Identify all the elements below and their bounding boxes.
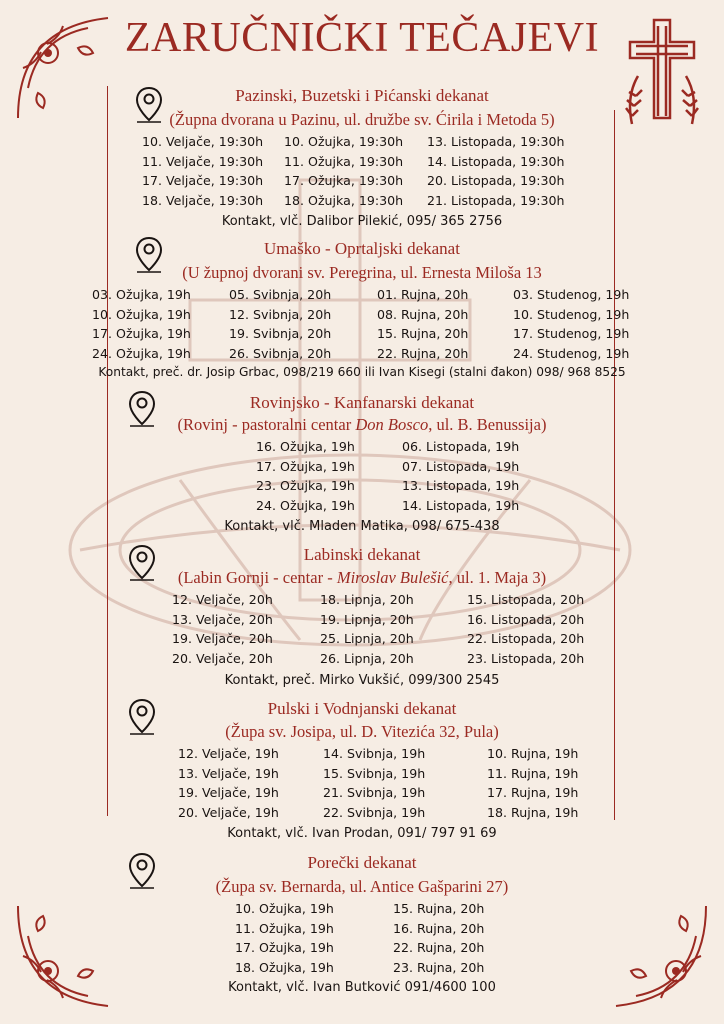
date-item: 16. Rujna, 20h xyxy=(393,920,485,936)
date-item: 24. Studenog, 19h xyxy=(513,345,630,361)
schedule-dates xyxy=(178,744,578,822)
date-item: 16. Ožujka, 19h xyxy=(256,439,355,454)
date-item: 11. Rujna, 19h xyxy=(487,765,579,781)
location-emphasis: Miroslav Bulešić xyxy=(336,568,449,587)
date-item: 21. Svibnja, 19h xyxy=(323,785,426,801)
date-item: 17. Ožujka, 19:30h xyxy=(284,173,404,189)
date-item: 21. Listopada, 19:30h xyxy=(427,192,565,208)
date-column xyxy=(487,744,578,822)
date-item: 14. Svibnja, 19h xyxy=(323,746,426,761)
date-item: 19. Veljače, 19h xyxy=(178,785,279,801)
date-item: 20. Listopada, 19:30h xyxy=(427,173,565,189)
date-item: 19. Lipnja, 20h xyxy=(320,611,414,627)
date-item: 10. Studenog, 19h xyxy=(513,306,630,322)
section-contact: Kontakt, vlč. Mladen Matika, 098/ 675-438 xyxy=(224,519,500,534)
section-title: Umaško - Oprtaljski dekanat xyxy=(264,239,460,258)
section-contact: Kontakt, vlč. Dalibor Pilekić, 095/ 365 2756 xyxy=(221,214,503,229)
date-column xyxy=(92,285,229,363)
date-item: 14. Listopada, 19h xyxy=(402,497,520,513)
date-item: 24. Ožujka, 19h xyxy=(256,497,355,513)
section-title: Rovinjsko - Kanfanarski dekanat xyxy=(249,393,475,412)
schedule-dates xyxy=(172,590,584,668)
date-item: 15. Svibnja, 19h xyxy=(323,765,426,781)
location-text: (Labin Gornji - centar - xyxy=(177,568,337,587)
date-item: 05. Svibnja, 20h xyxy=(229,287,332,302)
date-item: 15. Rujna, 20h xyxy=(393,901,485,916)
schedule-dates xyxy=(256,437,519,515)
date-item: 22. Listopada, 20h xyxy=(467,631,585,647)
date-item: 25. Lipnja, 20h xyxy=(320,631,414,647)
date-item: 13. Veljače, 20h xyxy=(172,611,273,627)
date-item: 19. Svibnja, 20h xyxy=(229,326,332,342)
schedule-dates xyxy=(142,132,564,210)
date-item: 13. Listopada, 19h xyxy=(402,478,520,494)
section-location: (U župnoj dvorani sv. Peregrina, ul. Ernesta Miloša 13 xyxy=(182,263,542,282)
section-title: Labinski dekanat xyxy=(303,545,421,564)
section-location: (Župna dvorana u Pazinu, ul. družbe sv. Ćirila i Metoda 5) xyxy=(169,110,555,129)
location-text: , ul. B. Benussija) xyxy=(428,415,547,434)
schedule-dates xyxy=(235,899,484,977)
date-item: 11. Ožujka, 19h xyxy=(235,920,334,936)
date-item: 23. Ožujka, 19h xyxy=(256,478,355,494)
section-location xyxy=(0,568,724,588)
date-column xyxy=(427,132,564,210)
date-item: 10. Ožujka, 19h xyxy=(235,901,334,916)
date-column xyxy=(142,132,284,210)
section-contact: Kontakt, vlč. Ivan Prodan, 091/ 797 91 69 xyxy=(227,826,497,841)
date-item: 17. Rujna, 19h xyxy=(487,785,579,801)
location-emphasis: Don Bosco xyxy=(355,415,429,434)
date-column xyxy=(393,899,484,977)
date-item: 17. Veljače, 19:30h xyxy=(142,173,264,189)
date-item: 20. Veljače, 19h xyxy=(178,804,279,820)
date-item: 22. Svibnja, 19h xyxy=(323,804,426,820)
date-item: 15. Listopada, 20h xyxy=(467,592,585,607)
date-column xyxy=(284,132,427,210)
floral-ornament-bottom-left xyxy=(8,896,118,1016)
date-column xyxy=(402,437,519,515)
date-item: 20. Veljače, 20h xyxy=(172,650,273,666)
section-title: Pazinski, Buzetski i Pićanski dekanat xyxy=(235,86,489,105)
date-item: 10. Ožujka, 19:30h xyxy=(284,134,404,149)
date-item: 18. Ožujka, 19h xyxy=(235,959,334,975)
date-item: 12. Svibnja, 20h xyxy=(229,306,332,322)
date-item: 26. Lipnja, 20h xyxy=(320,650,414,666)
date-column xyxy=(256,437,402,515)
date-item: 18. Lipnja, 20h xyxy=(320,592,414,607)
page-title: ZARUČNIČKI TEČAJEVI xyxy=(124,15,600,61)
date-column xyxy=(235,899,393,977)
date-item: 11. Ožujka, 19:30h xyxy=(284,153,404,169)
date-item: 16. Listopada, 20h xyxy=(467,611,585,627)
date-item: 06. Listopada, 19h xyxy=(402,439,520,454)
date-item: 22. Rujna, 20h xyxy=(377,345,469,361)
date-column xyxy=(467,590,584,668)
date-item: 26. Svibnja, 20h xyxy=(229,345,332,361)
section-title: Pulski i Vodnjanski dekanat xyxy=(267,699,457,718)
section-contact: Kontakt, preč. Mirko Vukšić, 099/300 2545 xyxy=(224,673,500,688)
date-item: 12. Veljače, 20h xyxy=(172,592,273,607)
date-column xyxy=(178,744,323,822)
section-location: (Župa sv. Bernarda, ul. Antice Gašparini 27) xyxy=(215,877,509,896)
date-item: 23. Rujna, 20h xyxy=(393,959,485,975)
date-item: 23. Listopada, 20h xyxy=(467,650,585,666)
date-item: 12. Veljače, 19h xyxy=(178,746,279,761)
section-location xyxy=(0,415,724,435)
date-item: 01. Rujna, 20h xyxy=(377,287,469,302)
date-item: 18. Rujna, 19h xyxy=(487,804,579,820)
date-item: 10. Veljače, 19:30h xyxy=(142,134,264,149)
date-item: 03. Studenog, 19h xyxy=(513,287,630,302)
section-contact: Kontakt, vlč. Ivan Butković 091/4600 100 xyxy=(228,980,496,995)
date-item: 14. Listopada, 19:30h xyxy=(427,153,565,169)
date-item: 15. Rujna, 20h xyxy=(377,326,469,342)
date-column xyxy=(229,285,377,363)
location-text: , ul. 1. Maja 3) xyxy=(448,568,547,587)
date-column xyxy=(323,744,487,822)
location-text: (Rovinj - pastoralni centar xyxy=(177,415,356,434)
date-column xyxy=(172,590,320,668)
date-item: 22. Rujna, 20h xyxy=(393,940,485,956)
date-item: 13. Listopada, 19:30h xyxy=(427,134,565,149)
date-item: 18. Ožujka, 19:30h xyxy=(284,192,404,208)
date-item: 18. Veljače, 19:30h xyxy=(142,192,264,208)
floral-ornament-bottom-right xyxy=(606,896,716,1016)
date-item: 03. Ožujka, 19h xyxy=(92,287,191,302)
date-item: 17. Studenog, 19h xyxy=(513,326,630,342)
date-item: 17. Ožujka, 19h xyxy=(92,326,191,342)
date-item: 17. Ožujka, 19h xyxy=(256,458,355,474)
date-column xyxy=(320,590,467,668)
date-item: 11. Veljače, 19:30h xyxy=(142,153,264,169)
section-title: Porečki dekanat xyxy=(307,853,417,872)
date-item: 13. Veljače, 19h xyxy=(178,765,279,781)
date-item: 19. Veljače, 20h xyxy=(172,631,273,647)
date-item: 24. Ožujka, 19h xyxy=(92,345,191,361)
section-contact: Kontakt, preč. dr. Josip Grbac, 098/219 660 ili Ivan Kisegi (stalni đakon) 098/ 968 8525 xyxy=(98,365,626,379)
date-column xyxy=(377,285,513,363)
date-column xyxy=(513,285,629,363)
section-location: (Župa sv. Josipa, ul. D. Vitezića 32, Pula) xyxy=(225,722,499,741)
date-item: 07. Listopada, 19h xyxy=(402,458,520,474)
date-item: 08. Rujna, 20h xyxy=(377,306,469,322)
date-item: 17. Ožujka, 19h xyxy=(235,940,334,956)
date-item: 10. Rujna, 19h xyxy=(487,746,579,761)
date-item: 10. Ožujka, 19h xyxy=(92,306,191,322)
schedule-dates xyxy=(92,285,629,363)
